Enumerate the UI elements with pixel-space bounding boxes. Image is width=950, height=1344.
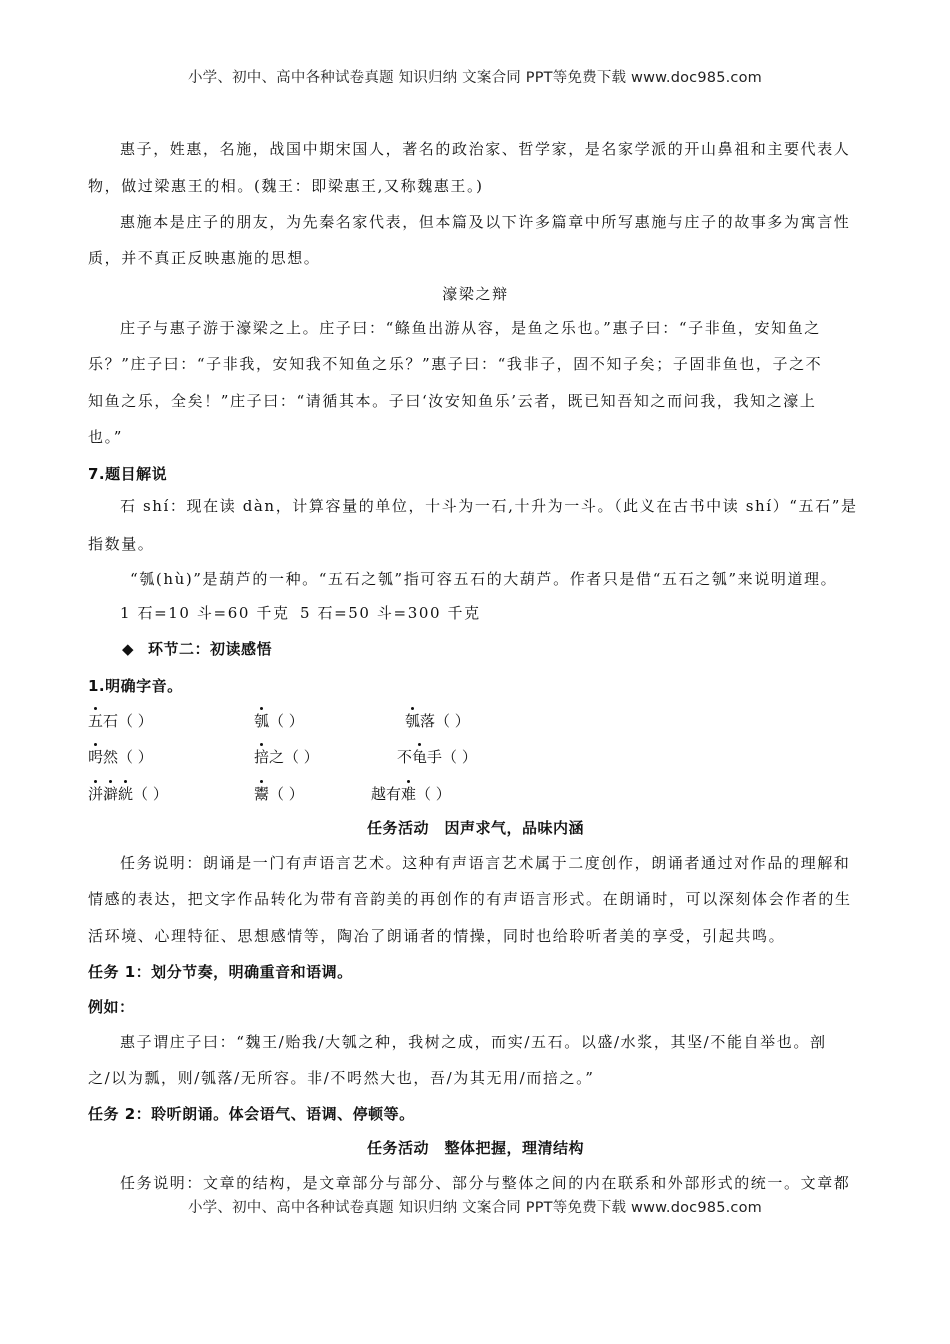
task2-heading: 任务 2：聆听朗诵。体会语气、语调、停顿等。: [88, 1105, 415, 1123]
activity2-title: 任务活动 整体把握，理清结构: [366, 1139, 584, 1157]
title-note-line2: 指数量。: [88, 535, 155, 553]
pron-item: 越有难（ ）: [371, 785, 451, 803]
pron-subheading: 1.明确字音。: [88, 677, 183, 695]
haoliang-line1: 庄子与惠子游于濠梁之上。庄子曰：“鲦鱼出游从容，是鱼之乐也。”惠子曰：“子非鱼，安知鱼之: [120, 319, 821, 337]
pron-item: 不龟手（ ）: [397, 748, 477, 766]
pron-item: 掊之（ ）: [254, 748, 319, 766]
page-footer: 小学、初中、高中各种试卷真题 知识归纳 文案合同 PPT等免费下载 www.doc985.com: [187, 1200, 763, 1216]
activity1-title: 任务活动 因声求气，品味内涵: [366, 819, 584, 837]
pron-item: 五石（ ）: [88, 712, 153, 730]
intro-p1-line1: 惠子，姓惠，名施，战国中期宋国人，著名的政治家、哲学家，是名家学派的开山鼻祖和主要代表人: [120, 140, 851, 158]
intro-p1-line2: 物，做过梁惠王的相。(魏王：即梁惠王,又称魏惠王。): [88, 177, 484, 195]
activity1-line1: 任务说明：朗诵是一门有声语言艺术。这种有声语言艺术属于二度创作，朗诵者通过对作品的理解和: [120, 854, 851, 872]
intro-p2-line2: 质，并不真正反映惠施的思想。: [88, 249, 321, 267]
section2-heading: 环节二：初读感悟: [148, 640, 273, 658]
pron-item: 瓠（ ）: [254, 712, 304, 730]
example-line1: 惠子谓庄子曰：“魏王/贻我/大瓠之种，我树之成，而实/五石。以盛/水浆，其坚/不能自举也。剖: [120, 1033, 827, 1051]
haoliang-line2: 乐？”庄子曰：“子非我，安知我不知鱼之乐？”惠子曰：“我非子，固不知子矣；子固非鱼也，子之不: [88, 355, 823, 373]
haoliang-title: 濠梁之辩: [442, 285, 509, 303]
pron-item: 鬻（ ）: [254, 785, 304, 803]
pron-item: 瓠落（ ）: [405, 712, 470, 730]
activity1-line2: 情感的表达，把文字作品转化为带有音韵美的再创作的有声语言形式。在朗诵时，可以深刻体会作者的生: [88, 890, 852, 908]
haoliang-line4: 也。”: [88, 428, 123, 446]
pron-item: 洴澼絖（ ）: [88, 785, 168, 803]
section2-heading-row: [122, 639, 897, 659]
title-note-heading: 7.题目解说: [88, 465, 168, 483]
haoliang-line3: 知鱼之乐，全矣！”庄子曰：“请循其本。子曰‘汝安知鱼乐’云者，既已知吾知之而问我，我知之濠上: [88, 392, 817, 410]
example-label: 例如：: [88, 998, 135, 1016]
title-note-line1: 石 shí：现在读 dàn，计算容量的单位，十斗为一石,十升为一斗。（此义在古书中读 shí）“五石”是: [120, 497, 858, 515]
page-header: 小学、初中、高中各种试卷真题 知识归纳 文案合同 PPT等免费下载 www.doc985.com: [187, 70, 763, 86]
activity2-line1: 任务说明：文章的结构，是文章部分与部分、部分与整体之间的内在联系和外部形式的统一。文章都: [120, 1174, 851, 1192]
intro-p2-line1: 惠施本是庄子的朋友，为先秦名家代表，但本篇及以下许多篇章中所写惠施与庄子的故事多为寓言性: [120, 213, 851, 231]
example-line2: 之/以为瓢，则/瓠落/无所容。非/不呺然大也，吾/为其无用/而掊之。”: [88, 1069, 595, 1087]
activity1-line3: 活环境、心理特征、思想感情等，陶冶了朗诵者的情操，同时也给聆听者美的享受，引起共鸣。: [88, 927, 786, 945]
task1-heading: 任务 1：划分节奏，明确重音和语调。: [88, 963, 353, 981]
title-note-line3: “瓠(hù)”是葫芦的一种。“五石之瓠”指可容五石的大葫芦。作者只是借“五石之瓠”来说明道理。: [130, 570, 838, 588]
conversion-2: 5 石=50 斗=300 千克: [300, 604, 481, 622]
pron-item: 呺然（ ）: [88, 748, 153, 766]
diamond-bullet-icon: ◆: [122, 640, 135, 658]
conversion-1: 1 石=10 斗=60 千克: [120, 604, 290, 622]
